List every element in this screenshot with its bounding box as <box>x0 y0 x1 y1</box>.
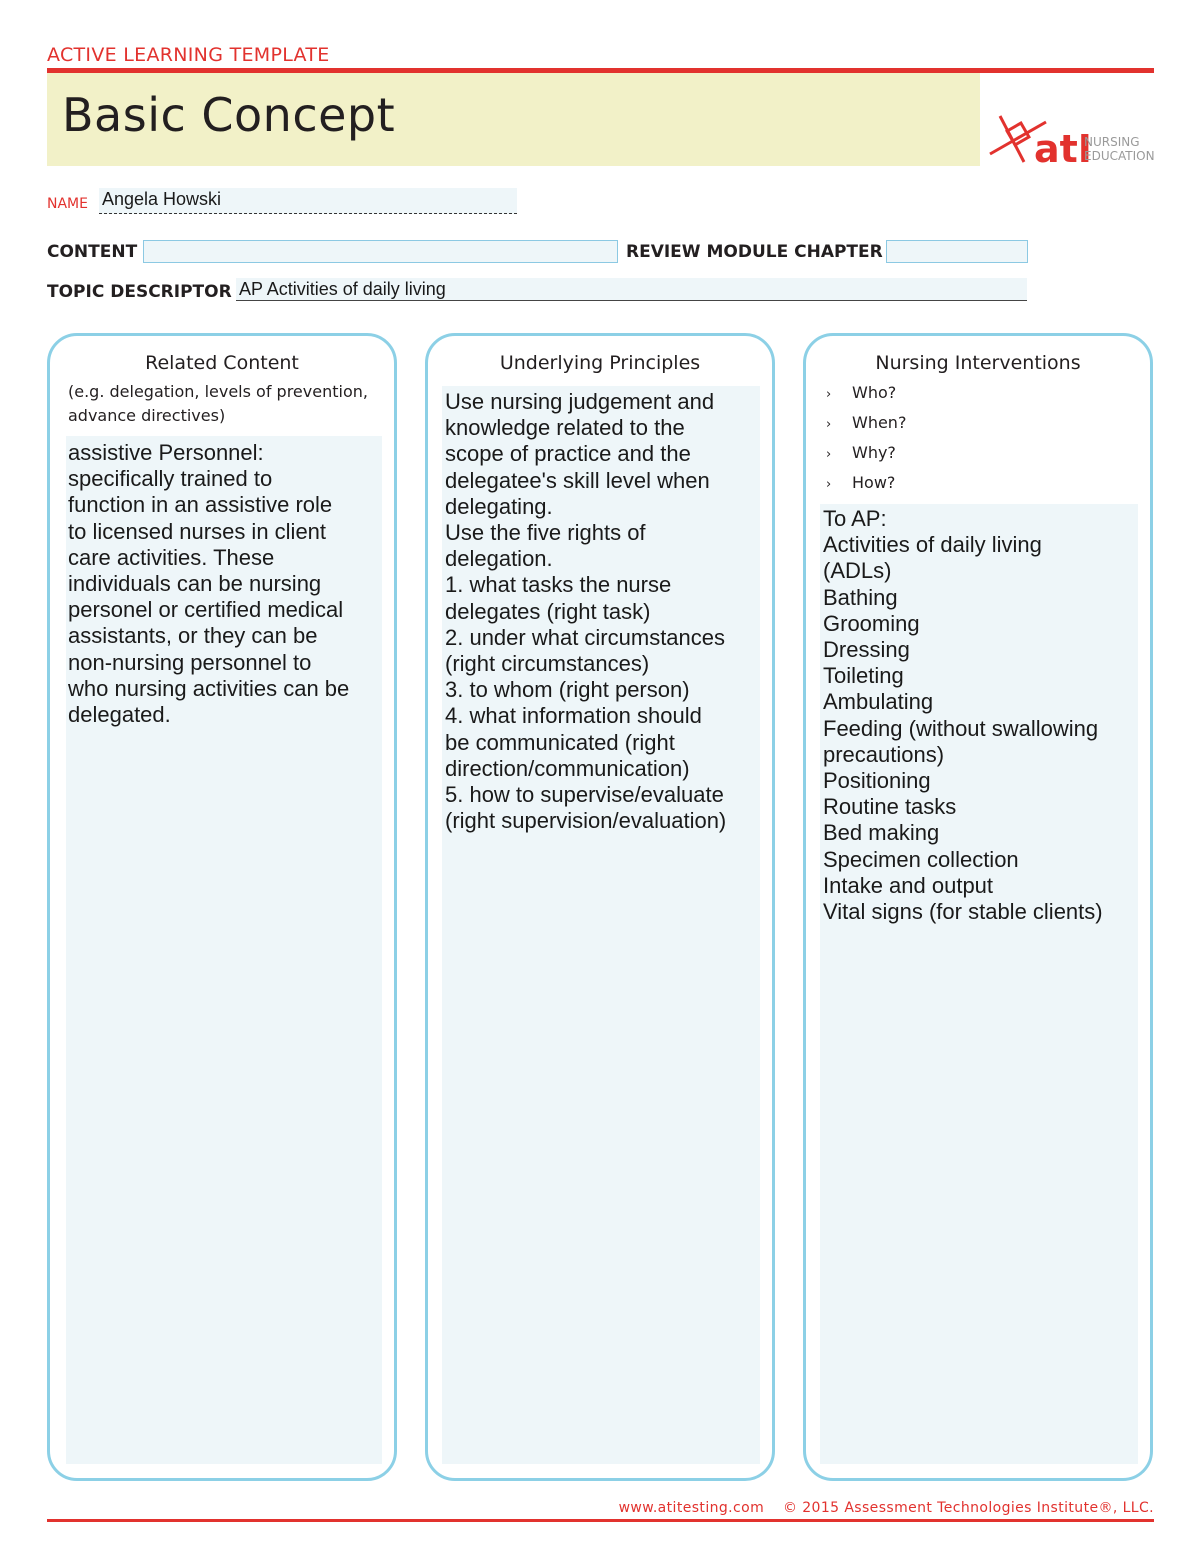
related-content-text <box>68 440 386 728</box>
underlying-principles-line: 2. under what circumstances <box>445 624 726 650</box>
logo-main-text: atI <box>1034 127 1092 168</box>
underlying-principles-line: delegation. <box>445 546 553 572</box>
related-content-line: who nursing activities can be <box>68 675 350 701</box>
ati-logo <box>984 110 1156 168</box>
underlying-principles-text <box>445 389 769 834</box>
underlying-principles-line: 3. to whom (right person) <box>445 677 690 703</box>
nursing-interventions-line: precautions) <box>823 741 945 767</box>
prompt-item <box>826 470 906 500</box>
related-content-line: care activities. These <box>68 544 275 570</box>
nursing-interventions-line: Activities of daily living <box>823 532 1042 558</box>
nursing-interventions-line: Positioning <box>823 768 931 794</box>
chevron-right-icon: › <box>826 447 832 462</box>
footer-copyright: © 2015 Assessment Technologies Institute®, LLC. <box>782 1500 1154 1516</box>
content-label: CONTENT <box>47 242 138 262</box>
nursing-interventions-line: Feeding (without swallowing <box>823 715 1099 741</box>
prompt-item <box>826 380 906 410</box>
nursing-interventions-line: Toileting <box>823 663 904 689</box>
underlying-principles-line: (right circumstances) <box>445 651 650 677</box>
template-label: ACTIVE LEARNING TEMPLATE <box>47 44 330 66</box>
nursing-interventions-line: Specimen collection <box>823 846 1019 872</box>
ati-logo-icon <box>984 110 1156 168</box>
footer <box>605 1500 1154 1516</box>
nursing-interventions-line: Bathing <box>823 584 898 610</box>
nursing-interventions-line: To AP: <box>823 506 887 531</box>
prompt-item <box>826 410 906 440</box>
underlying-principles-line: 1. what tasks the nurse <box>445 572 672 598</box>
nursing-interventions-line: Dressing <box>823 637 910 663</box>
review-module-chapter-label: REVIEW MODULE CHAPTER <box>626 242 883 262</box>
prompt-label: Why? <box>852 443 896 462</box>
topic-descriptor-label: TOPIC DESCRIPTOR <box>47 282 232 302</box>
underlying-principles-line: be communicated (right <box>445 729 675 755</box>
underlying-principles-line: Use the five rights of <box>445 520 646 546</box>
chevron-right-icon: › <box>826 417 832 432</box>
name-label: NAME <box>47 196 88 212</box>
name-value: Angela Howski <box>102 189 222 209</box>
underlying-principles-line: delegates (right task) <box>445 598 651 624</box>
prompt-item <box>826 440 906 470</box>
underlying-principles-line: 4. what information should <box>445 703 702 729</box>
prompt-label: How? <box>852 473 896 492</box>
footer-rule <box>47 1519 1154 1522</box>
underlying-principles-line: direction/communication) <box>445 755 690 781</box>
related-content-line: function in an assistive role <box>68 492 333 518</box>
related-content-line: specifically trained to <box>68 466 273 492</box>
logo-top-text: NURSING <box>1084 135 1140 149</box>
nursing-interventions-line: Grooming <box>823 610 920 636</box>
underlying-principles-title: Underlying Principles <box>499 352 701 374</box>
footer-website[interactable]: www.atitesting.com <box>618 1500 765 1516</box>
chevron-right-icon: › <box>826 477 832 492</box>
nursing-interventions-line: Routine tasks <box>823 794 957 820</box>
nursing-interventions-panel <box>803 333 1153 1481</box>
underlying-principles-line: knowledge related to the <box>445 415 685 441</box>
related-content-subtitle: (e.g. delegation, levels of prevention, advance directives) <box>68 382 368 425</box>
related-content-line: delegated. <box>68 702 171 728</box>
nursing-interventions-line: Bed making <box>823 820 940 846</box>
related-content-line: personel or certified medical <box>68 597 344 623</box>
nursing-interventions-line: Ambulating <box>823 689 934 715</box>
underlying-principles-line: delegating. <box>445 493 553 519</box>
nursing-interventions-line: Vital signs (for stable clients) <box>823 899 1103 925</box>
page-title: Basic Concept <box>62 88 396 142</box>
nursing-interventions-text <box>823 506 1149 925</box>
nursing-interventions-title: Nursing Interventions <box>875 352 1081 374</box>
logo-bottom-text: EDUCATION <box>1084 149 1155 163</box>
underlying-principles-line: delegatee's skill level when <box>445 467 710 493</box>
prompt-label: Who? <box>852 383 897 402</box>
related-content-line: assistants, or they can be <box>68 623 318 649</box>
nursing-interventions-line: Intake and output <box>823 872 994 898</box>
underlying-principles-line: (right supervision/evaluation) <box>445 808 727 834</box>
topic-descriptor-value: AP Activities of daily living <box>239 279 446 299</box>
underlying-principles-panel <box>425 333 775 1481</box>
underlying-principles-line: Use nursing judgement and <box>445 389 715 414</box>
chevron-right-icon: › <box>826 387 832 402</box>
underlying-principles-line: 5. how to supervise/evaluate <box>445 782 724 808</box>
review-module-chapter-field[interactable] <box>886 240 1028 263</box>
underlying-principles-line: scope of practice and the <box>445 441 691 467</box>
related-content-line: non-nursing personnel to <box>68 649 312 675</box>
content-field[interactable] <box>143 240 618 263</box>
prompt-label: When? <box>852 413 907 432</box>
related-content-panel <box>47 333 397 1481</box>
nursing-interventions-line: (ADLs) <box>823 558 892 584</box>
nursing-interventions-prompts <box>826 380 906 500</box>
related-content-line: assistive Personnel: <box>68 440 264 465</box>
related-content-line: individuals can be nursing <box>68 571 322 597</box>
related-content-title: Related Content <box>145 352 299 374</box>
related-content-line: to licensed nurses in client <box>68 518 327 544</box>
